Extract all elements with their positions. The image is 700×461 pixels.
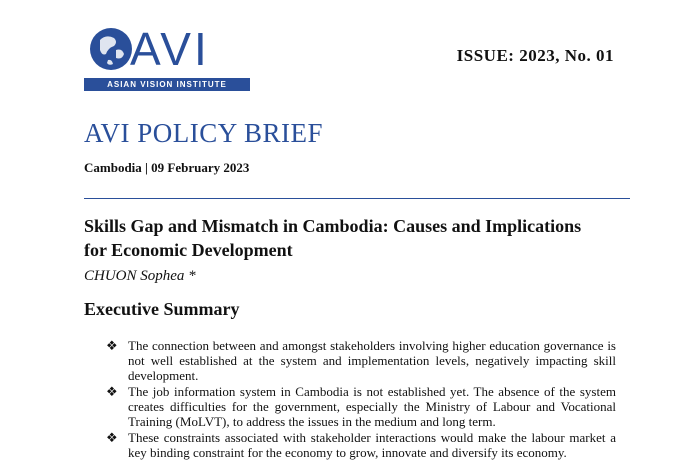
list-item — [106, 384, 616, 429]
list-item-text: The job information system in Cambodia is not established yet. The absence of the system creates difficulties for the government, especially the Ministry of Labour and Vocational Training (MoLVT), to address the issues in the medium and long term. — [128, 384, 616, 429]
bullet-marker-icon: ❖ — [106, 338, 118, 353]
avi-logo — [84, 22, 250, 96]
list-item-text: The connection between and amongst stakeholders involving higher education governance is not well established at the system and implementation levels, negatively impacting skill development. — [128, 338, 616, 383]
bullet-marker-icon: ❖ — [106, 384, 118, 399]
paper-title: Skills Gap and Mismatch in Cambodia: Causes and Implications for Economic Development — [84, 216, 582, 260]
logo-wordmark: AVI — [130, 23, 210, 75]
logo-tagline: ASIAN VISION INSTITUTE — [84, 78, 250, 91]
list-item-text: These constraints associated with stakeholder interactions would make the labour market a key binding constraint for the economy to grow, innovate and diversify its economy. — [128, 430, 616, 460]
author: CHUON Sophea * — [84, 268, 196, 284]
list-item — [106, 338, 616, 383]
bullet-marker-icon: ❖ — [106, 430, 118, 445]
divider — [84, 198, 630, 199]
list-item — [106, 430, 616, 460]
summary-list — [106, 338, 616, 461]
issue-number: ISSUE: 2023, No. 01 — [456, 46, 614, 65]
brief-title: AVI POLICY BRIEF — [84, 118, 324, 148]
globe-icon — [88, 26, 134, 72]
dateline: Cambodia | 09 February 2023 — [84, 160, 250, 175]
section-heading: Executive Summary — [84, 299, 240, 319]
